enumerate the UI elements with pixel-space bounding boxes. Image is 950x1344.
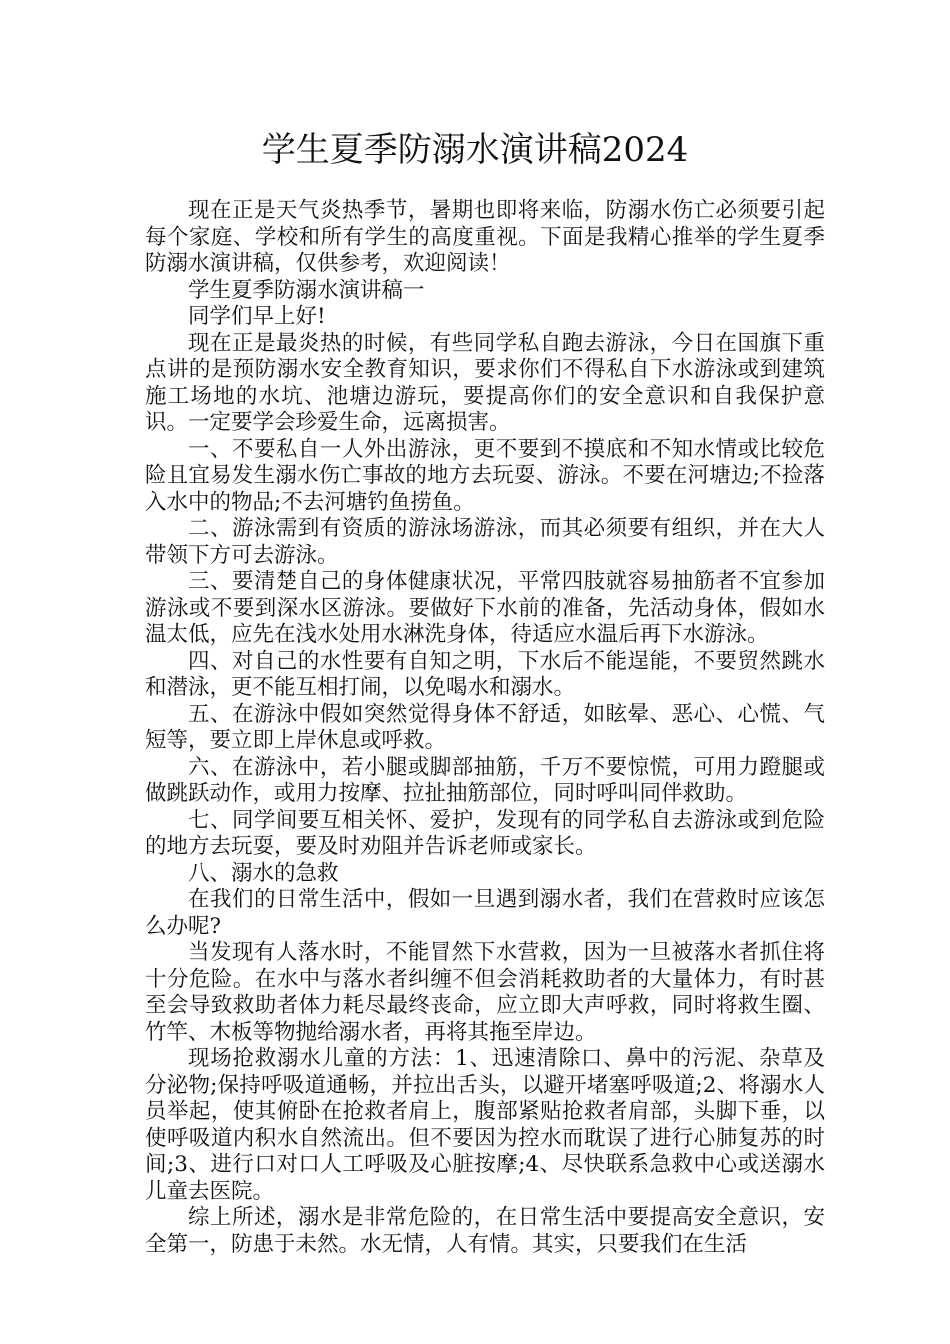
paragraph-rule-7: 七、同学间要互相关怀、爱护，发现有的同学私自去游泳或到危险的地方去玩耍，要及时劝阻并告诉老师或家长。: [145, 807, 825, 859]
paragraph-rule-4: 四、对自己的水性要有自知之明，下水后不能逞能，不要贸然跳水和潜泳，更不能互相打闹，以免喝水和溺水。: [145, 648, 825, 700]
paragraph-rule-3: 三、要清楚自己的身体健康状况，平常四肢就容易抽筋者不宜参加游泳或不要到深水区游泳。要做好下水前的准备，先活动身体，假如水温太低，应先在浅水处用水淋洗身体，待适应水温后再下水游泳。: [145, 569, 825, 647]
paragraph-rule-8: 八、溺水的急救: [188, 860, 339, 886]
paragraph-rule-1: 一、不要私自一人外出游泳，更不要到不摸底和不知水情或比较危险且宜易发生溺水伤亡事故的地方去玩耍、游泳。不要在河塘边;不捡落入水中的物品;不去河塘钓鱼捞鱼。: [145, 436, 825, 515]
paragraph-greeting: 同学们早上好!: [188, 304, 326, 329]
paragraph-conclusion: 综上所述，溺水是非常危险的，在日常生活中要提高安全意识，安全第一，防患于未然。水无情，人有情。其实，只要我们在生活: [145, 1205, 825, 1257]
paragraph-intro: 现在正是天气炎热季节，暑期也即将来临，防溺水伤亡必须要引起每个家庭、学校和所有学生的高度重视。下面是我精心推举的学生夏季防溺水演讲稿，仅供参考，欢迎阅读！: [145, 198, 825, 276]
paragraph: 现在正是最炎热的时候，有些同学私自跑去游泳，今日在国旗下重点讲的是预防溺水安全教育知识，要求你们不得私自下水游泳或到建筑施工场地的水坑、池塘边游玩，要提高你们的安全意识和自我保护意识。一定要学会珍爱生命，远离损害。: [145, 330, 825, 435]
paragraph-rule-2: 二、游泳需到有资质的游泳场游泳，而其必须要有组织，并在大人带领下方可去游泳。: [145, 516, 825, 568]
document-body: [145, 198, 825, 1258]
paragraph-subtitle: 学生夏季防溺水演讲稿一: [188, 277, 425, 303]
paragraph: 在我们的日常生活中，假如一旦遇到溺水者，我们在营救时应该怎么办呢?: [145, 887, 825, 939]
paragraph: 现场抢救溺水儿童的方法：1、迅速清除口、鼻中的污泥、杂草及分泌物;保持呼吸道通畅，并拉出舌头，以避开堵塞呼吸道;2、将溺水人员举起，使其俯卧在抢救者肩上，腹部紧贴抢救者肩部，头脚下垂，以使呼吸道内积水自然流出。但不要因为控水而耽误了进行心肺复苏的时间;3、进行口对口人工呼吸及心脏按摩;4、尽快联系急救中心或送溺水儿童去医院。: [145, 1046, 825, 1204]
paragraph: 当发现有人落水时，不能冒然下水营救，因为一旦被落水者抓住将十分危险。在水中与落水者纠缠不但会消耗救助者的大量体力，有时甚至会导致救助者体力耗尽最终丧命，应立即大声呼救，同时将救生圈、竹竿、木板等物抛给溺水者，再将其拖至岸边。: [145, 940, 825, 1045]
document-title: 学生夏季防溺水演讲稿2024: [261, 130, 689, 170]
paragraph-rule-6: 六、在游泳中，若小腿或脚部抽筋，千万不要惊慌，可用力蹬腿或做跳跃动作，或用力按摩、拉扯抽筋部位，同时呼叫同伴救助。: [145, 754, 825, 806]
paragraph-rule-5: 五、在游泳中假如突然觉得身体不舒适，如眩晕、恶心、心慌、气短等，要立即上岸休息或呼救。: [145, 701, 825, 753]
